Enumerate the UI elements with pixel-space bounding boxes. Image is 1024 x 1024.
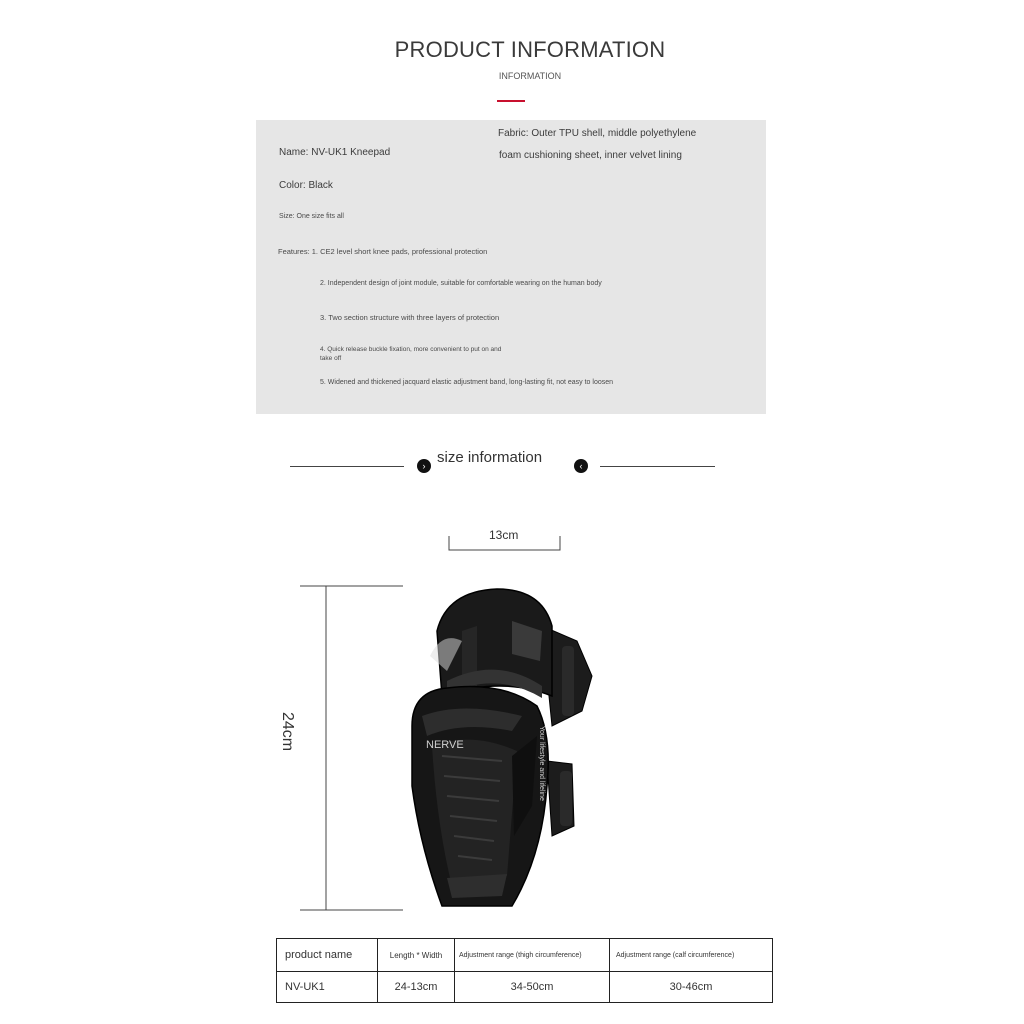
page-title: PRODUCT INFORMATION	[394, 37, 666, 62]
feature-item-2: 2. Independent design of joint module, suitable for comfortable wearing on the human body	[320, 280, 602, 287]
height-dimension-bracket	[298, 584, 408, 914]
feature-item-4-cont: take off	[320, 355, 342, 362]
table-row	[277, 972, 773, 1003]
feature-item-1: Features: 1. CE2 level short knee pads, professional protection	[278, 247, 488, 256]
feature-item-5: 5. Widened and thickened jacquard elastic adjustment band, long-lasting fit, not easy to loosen	[320, 379, 614, 386]
product-size-text: Size: One size fits all	[279, 213, 344, 220]
table-cell: 24-13cm	[378, 972, 455, 1003]
height-dimension-label: 24cm	[279, 712, 296, 752]
size-table	[276, 938, 773, 1003]
size-section-heading: size information	[437, 449, 543, 466]
section-rule-right	[600, 466, 715, 467]
product-info-panel	[256, 120, 766, 414]
product-color-text: Color: Black	[279, 180, 333, 191]
knee-pad-image	[402, 586, 602, 916]
brand-label: NERVE	[426, 739, 464, 751]
table-header-row	[277, 939, 773, 972]
table-cell: NV-UK1	[277, 972, 378, 1003]
chevron-right-icon: ›	[417, 459, 431, 473]
table-cell: 30-46cm	[610, 972, 773, 1003]
fabric-line-1: Fabric: Outer TPU shell, middle polyethylene	[498, 128, 697, 139]
product-name-text: Name: NV-UK1 Kneepad	[279, 147, 391, 158]
table-header-cell: Adjustment range (thigh circumference)	[455, 939, 610, 972]
page-subtitle: INFORMATION	[498, 71, 562, 81]
chevron-left-icon: ‹	[574, 459, 588, 473]
side-tagline: Your lifestyle and lifeline	[538, 726, 545, 801]
fabric-line-2: foam cushioning sheet, inner velvet lining	[499, 150, 682, 161]
table-cell: 34-50cm	[455, 972, 610, 1003]
section-rule-left	[290, 466, 404, 467]
table-header-cell: product name	[277, 939, 378, 972]
accent-divider	[497, 100, 525, 102]
table-header-cell: Adjustment range (calf circumference)	[610, 939, 773, 972]
feature-item-3: 3. Two section structure with three layers of protection	[320, 313, 500, 322]
width-dimension-label: 13cm	[489, 528, 519, 542]
table-header-cell: Length * Width	[378, 939, 455, 972]
feature-item-4: 4. Quick release buckle fixation, more convenient to put on and	[320, 346, 502, 353]
